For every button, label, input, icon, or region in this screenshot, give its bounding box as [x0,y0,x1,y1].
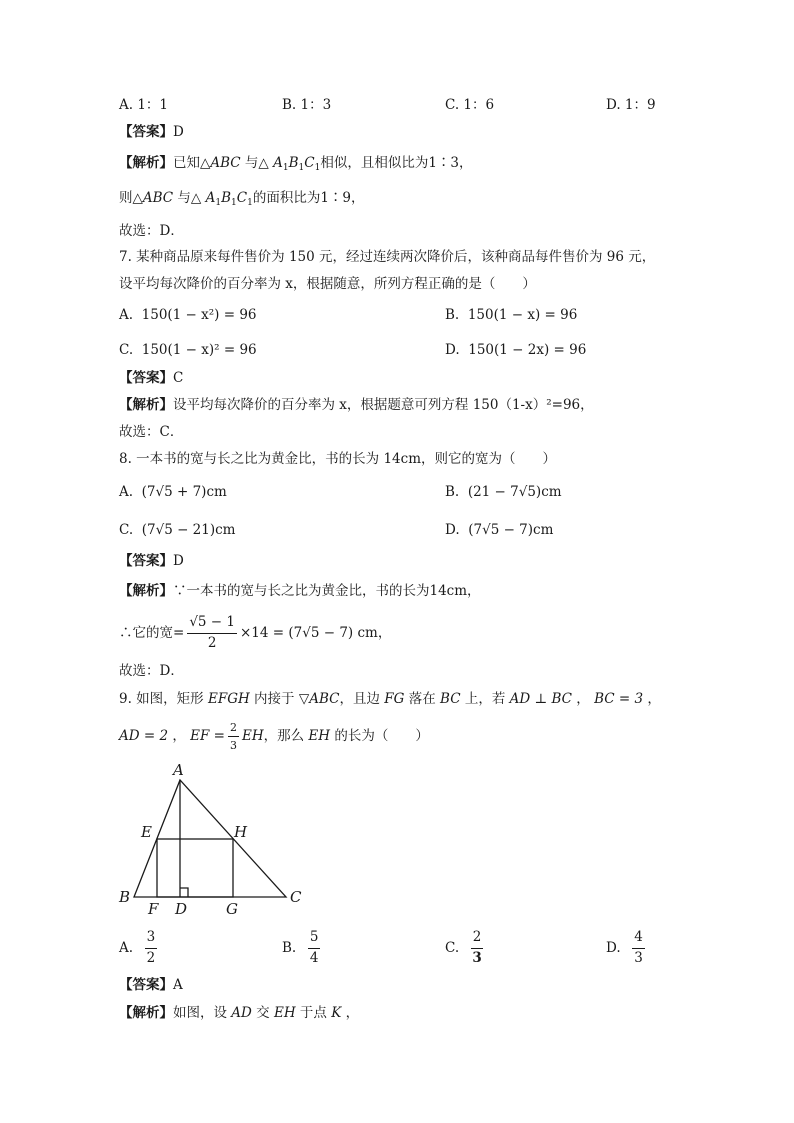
q7-option-d: D. 150(1 − 2x) = 96 [445,342,587,358]
right-angle-mark [180,888,188,897]
q7-stem-line2: 设平均每次降价的百分率为 x，根据随意，所列方程正确的是（ ） [119,276,536,292]
math-expr: (7√5 + 7)cm [141,484,227,500]
q9-stem-line2: AD = 2 ， EF = $\frac{2}{3}$ EH ，那么 EH 的长为（ ） [119,720,429,752]
analysis-text: ∴它的宽= [119,625,185,641]
label-e: E [141,823,152,841]
answer-tag: 【答案】 [119,370,173,386]
fraction: $\frac{√5 - 1}{2}$ [189,614,235,651]
q6-analysis-line1: 【解析】已知△ABC 与△ $A_1B_1C_1$相似，且相似比为1∶3， [119,155,473,173]
q6-answer [119,123,184,141]
answer-value: D [173,553,184,569]
q9-option-d: D. $\frac{4}{3}$ [606,929,643,966]
q7-stem-line1: 7. 某种商品原来每件售价为 150 元，经过连续两次降价后，该种商品每件售价为 96 元， [119,249,656,265]
q8-analysis-line1: 【解析】∵一本书的宽与长之比为黄金比，书的长为14cm， [119,583,481,599]
answer-tag: 【答案】 [119,124,173,140]
q9-figure [110,758,310,918]
answer-tag: 【答案】 [119,977,173,993]
q9-analysis: 【解析】如图，设 AD 交 EH 于点 K ， [119,1005,360,1021]
math-ratio: 1∶9 [320,190,352,206]
math-expr: 150(1 − x)² = 96 [141,342,257,358]
analysis-text: 则△ [119,190,143,206]
math-abc: ABC [142,190,174,206]
label-h: H [234,823,248,841]
analysis-tag: 【解析】 [119,397,173,413]
math-abc: ABC [210,155,241,171]
math-expr: (21 − 7√5)cm [467,484,562,500]
analysis-tag: 【解析】 [119,155,173,171]
analysis-text: 已知△ [173,155,211,171]
q6-option-d: D. 1：9 [606,97,656,113]
q9-option-c: C. $\frac{2}{3}$ [445,929,482,966]
analysis-text: 相似，且相似比为 [320,155,429,171]
fraction: $\frac{5}{4}$ [309,929,319,966]
answer-value: A [173,977,183,993]
label-b: B [119,888,131,906]
analysis-text: 设平均每次降价的百分率为 x，根据题意可列方程 150（1-x）²=96， [173,397,594,413]
math-expr: (7√5 − 7) [288,625,354,641]
label-g: G [226,900,238,918]
q7-option-a: A. 150(1 − x²) = 96 [119,307,257,323]
q8-conclusion: 故选：D． [119,663,184,679]
q9-stem-line1: 9. 如图，矩形 EFGH 内接于 ▽ABC，且边 FG 落在 BC 上，若 AD ⊥ BC ， BC = 3 ， [119,691,661,707]
q9-answer [119,976,183,994]
q8-option-a: A. (7√5 + 7)cm [119,484,227,500]
q7-option-b: B. 150(1 − x) = 96 [445,307,578,323]
math-expr: 150(1 − x) = 96 [467,307,578,323]
q8-analysis-line2: ∴它的宽= $\frac{√5 - 1}{2}$ ×14 = (7√5 − 7) cm ， [119,611,391,655]
q6-conclusion: 故选：D． [119,223,184,239]
math-expr: ×14 = [240,625,285,641]
math-a1b1c1: $A_1B_1C_1$ [205,190,253,208]
fraction: $\frac{3}{2}$ [146,929,156,966]
q8-option-b: B. (21 − 7√5)cm [445,484,562,500]
analysis-text: 与△ [173,190,206,206]
q6-option-b: B. 1：3 [282,97,332,113]
fraction: $\frac{2}{3}$ [229,720,237,752]
q9-option-a: A. $\frac{3}{2}$ [119,929,156,966]
q7-answer [119,369,183,387]
fraction: $\frac{2}{3}$ [472,929,482,966]
answer-value: C [173,370,184,386]
math-expr: 150(1 − x²) = 96 [141,307,257,323]
q6-option-a: A. 1：1 [119,97,169,113]
label-d: D [175,900,188,918]
analysis-text: ∵一本书的宽与长之比为黄金比，书的长为 [173,583,430,599]
analysis-tag: 【解析】 [119,1005,173,1021]
label-a: A [173,761,184,779]
analysis-tag: 【解析】 [119,583,173,599]
answer-value: D [173,124,184,140]
q8-answer [119,552,184,570]
answer-tag: 【答案】 [119,553,173,569]
math-expr: (7√5 − 7)cm [468,522,554,538]
q8-stem: 8. 一本书的宽与长之比为黄金比，书的长为 14cm，则它的宽为（ ） [119,451,557,467]
q8-option-c: C. (7√5 − 21)cm [119,522,236,538]
q7-option-c: C. 150(1 − x)² = 96 [119,342,257,358]
math-a1b1c1: $A_1B_1C_1$ [273,155,321,173]
q7-conclusion: 故选：C． [119,424,184,440]
analysis-text: 与△ [240,155,274,171]
q6-option-c: C. 1：6 [445,97,495,113]
math-ratio: 1∶3 [428,155,460,171]
q8-option-d: D. (7√5 − 7)cm [445,522,554,538]
fraction: $\frac{4}{3}$ [634,929,643,966]
math-length: 14cm [429,583,468,599]
q7-analysis [119,396,594,414]
math-expr: 150(1 − 2x) = 96 [468,342,587,358]
label-f: F [148,900,159,918]
analysis-text: 的面积比为 [252,190,321,206]
label-c: C [290,888,302,906]
rectangle-efgh [157,839,233,897]
math-expr: (7√5 − 21)cm [141,522,236,538]
q9-option-b: B. $\frac{5}{4}$ [282,929,319,966]
q6-analysis-line2: 则△ABC 与△ $A_1B_1C_1$的面积比为1∶9， [119,190,365,208]
